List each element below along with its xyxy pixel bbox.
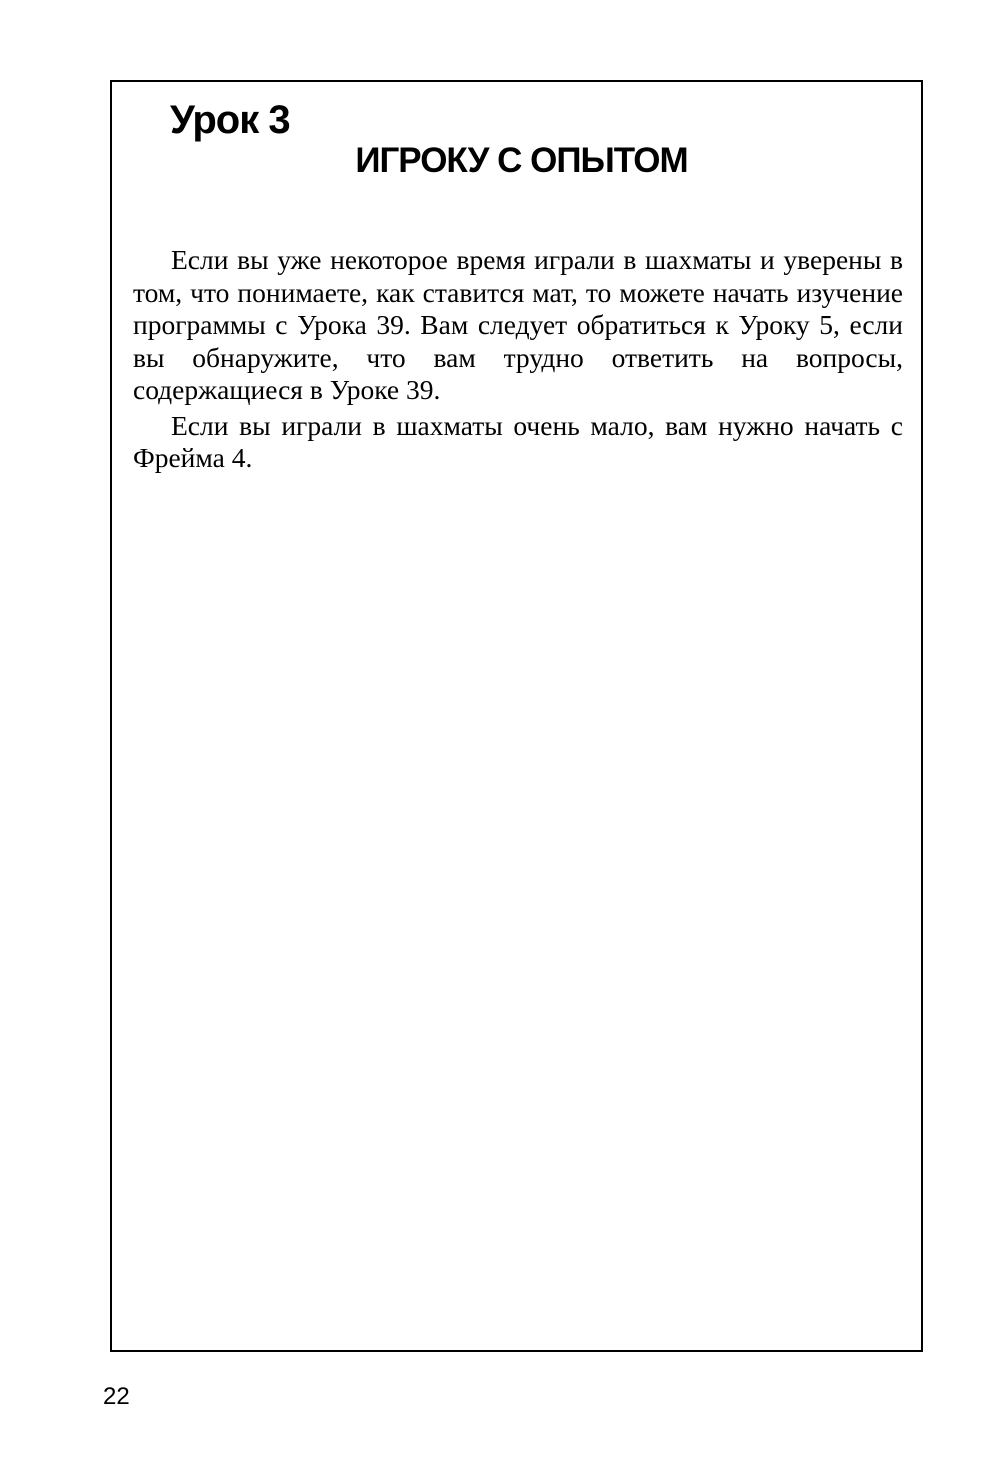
- body-paragraph: Если вы уже некоторое время играли в шахматы и уверены в том, что понимаете, как ставится мат, то можете начать изучение программы с Урока 39. Вам следует обратиться к Уроку 5, если вы обнаружите, что вам трудно ответить на вопросы, содержащиеся в Уроке 39.: [133, 244, 903, 405]
- lesson-body: [133, 244, 903, 475]
- lesson-frame: [110, 80, 923, 1352]
- lesson-number: Урок 3: [170, 98, 290, 142]
- body-paragraph: Если вы играли в шахматы очень мало, вам нужно начать с Фрейма 4.: [133, 409, 903, 473]
- page-number: 22: [103, 1383, 130, 1410]
- lesson-title: ИГРОКУ С ОПЫТОМ: [355, 141, 688, 180]
